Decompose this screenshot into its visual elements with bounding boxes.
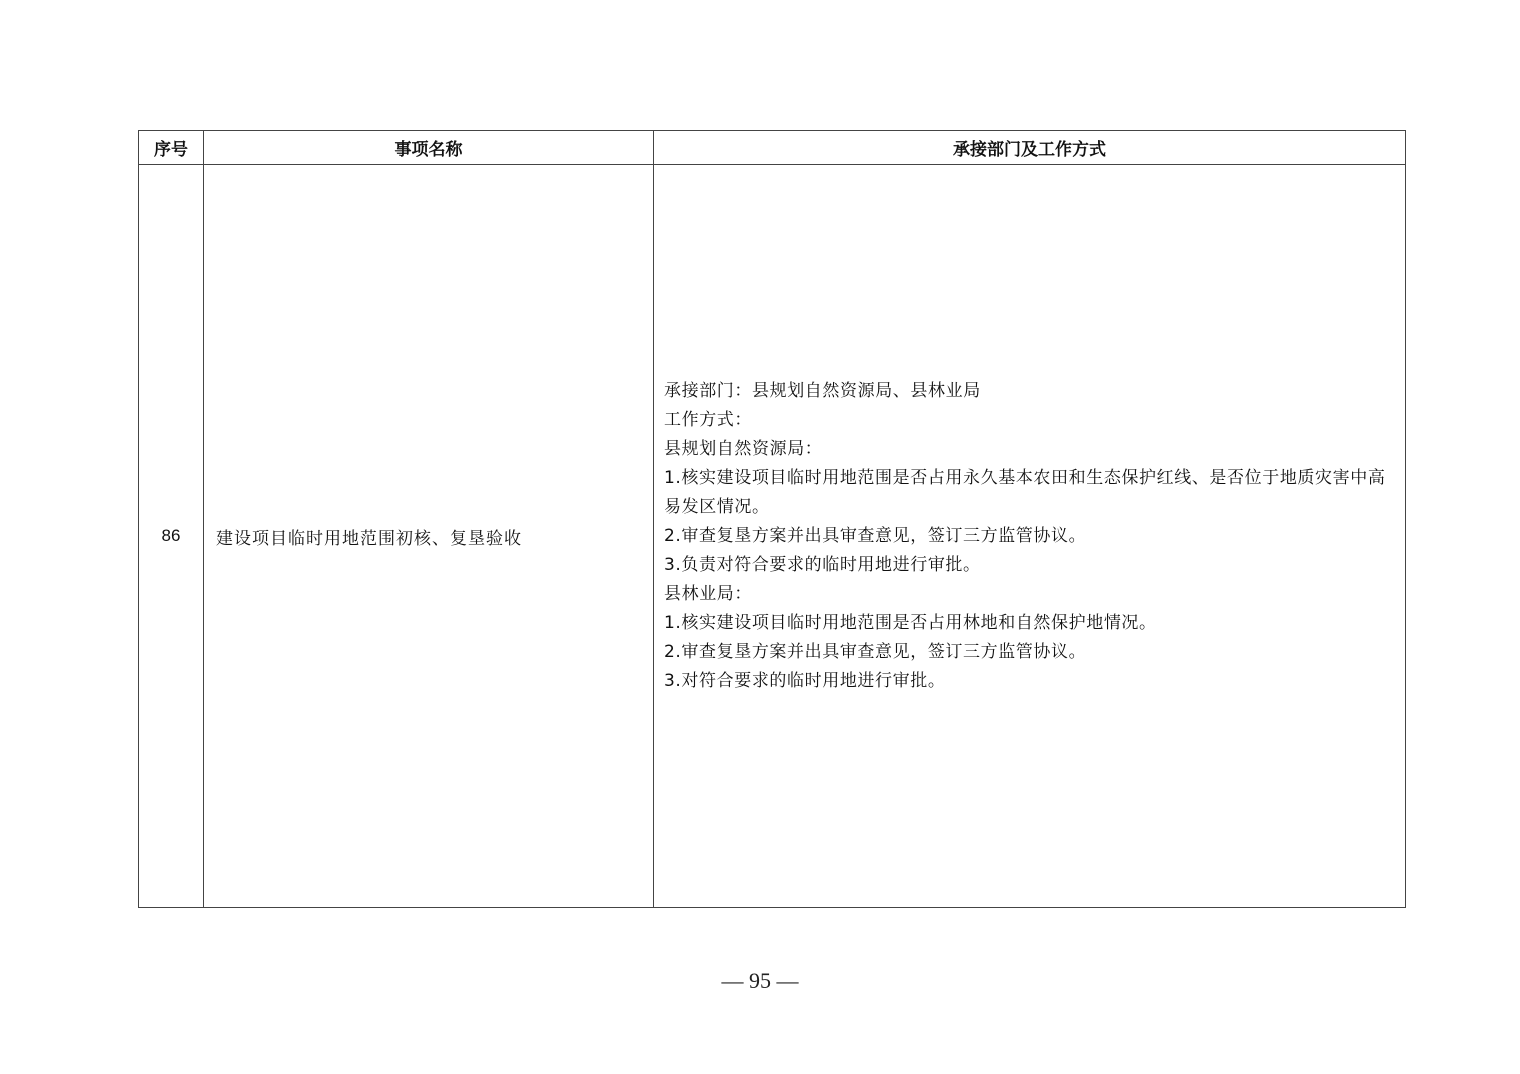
dept-line: 3.对符合要求的临时用地进行审批。: [664, 670, 946, 691]
header-row: [139, 131, 1406, 165]
header-serial-no: 序号: [139, 131, 204, 165]
dept-line: 2.审查复垦方案并出具审查意见，签订三方监管协议。: [664, 525, 1087, 546]
table-row: [139, 165, 1406, 908]
dept-line: 县规划自然资源局：: [664, 438, 823, 459]
dept-line: 县林业局：: [664, 583, 752, 604]
dept-line: 1.核实建设项目临时用地范围是否占用永久基本农田和生态保护红线、是否位于地质灾害中高易发区情况。: [664, 467, 1386, 517]
dept-line: 工作方式：: [664, 409, 752, 430]
page-number: — 95 —: [721, 968, 799, 993]
dept-line: 承接部门：县规划自然资源局、县林业局: [664, 380, 981, 401]
header-item-name: 事项名称: [204, 131, 654, 165]
row-item-name: 建设项目临时用地范围初核、复垦验收: [204, 165, 654, 908]
row-serial-no: 86: [139, 165, 204, 908]
dept-line: 1.核实建设项目临时用地范围是否占用林地和自然保护地情况。: [664, 612, 1157, 633]
dept-line: 2.审查复垦方案并出具审查意见，签订三方监管协议。: [664, 641, 1087, 662]
dept-line: 3.负责对符合要求的临时用地进行审批。: [664, 554, 981, 575]
matters-table: [138, 130, 1406, 908]
header-dept-method: 承接部门及工作方式: [654, 131, 1406, 165]
row-dept-method: [654, 165, 1406, 908]
